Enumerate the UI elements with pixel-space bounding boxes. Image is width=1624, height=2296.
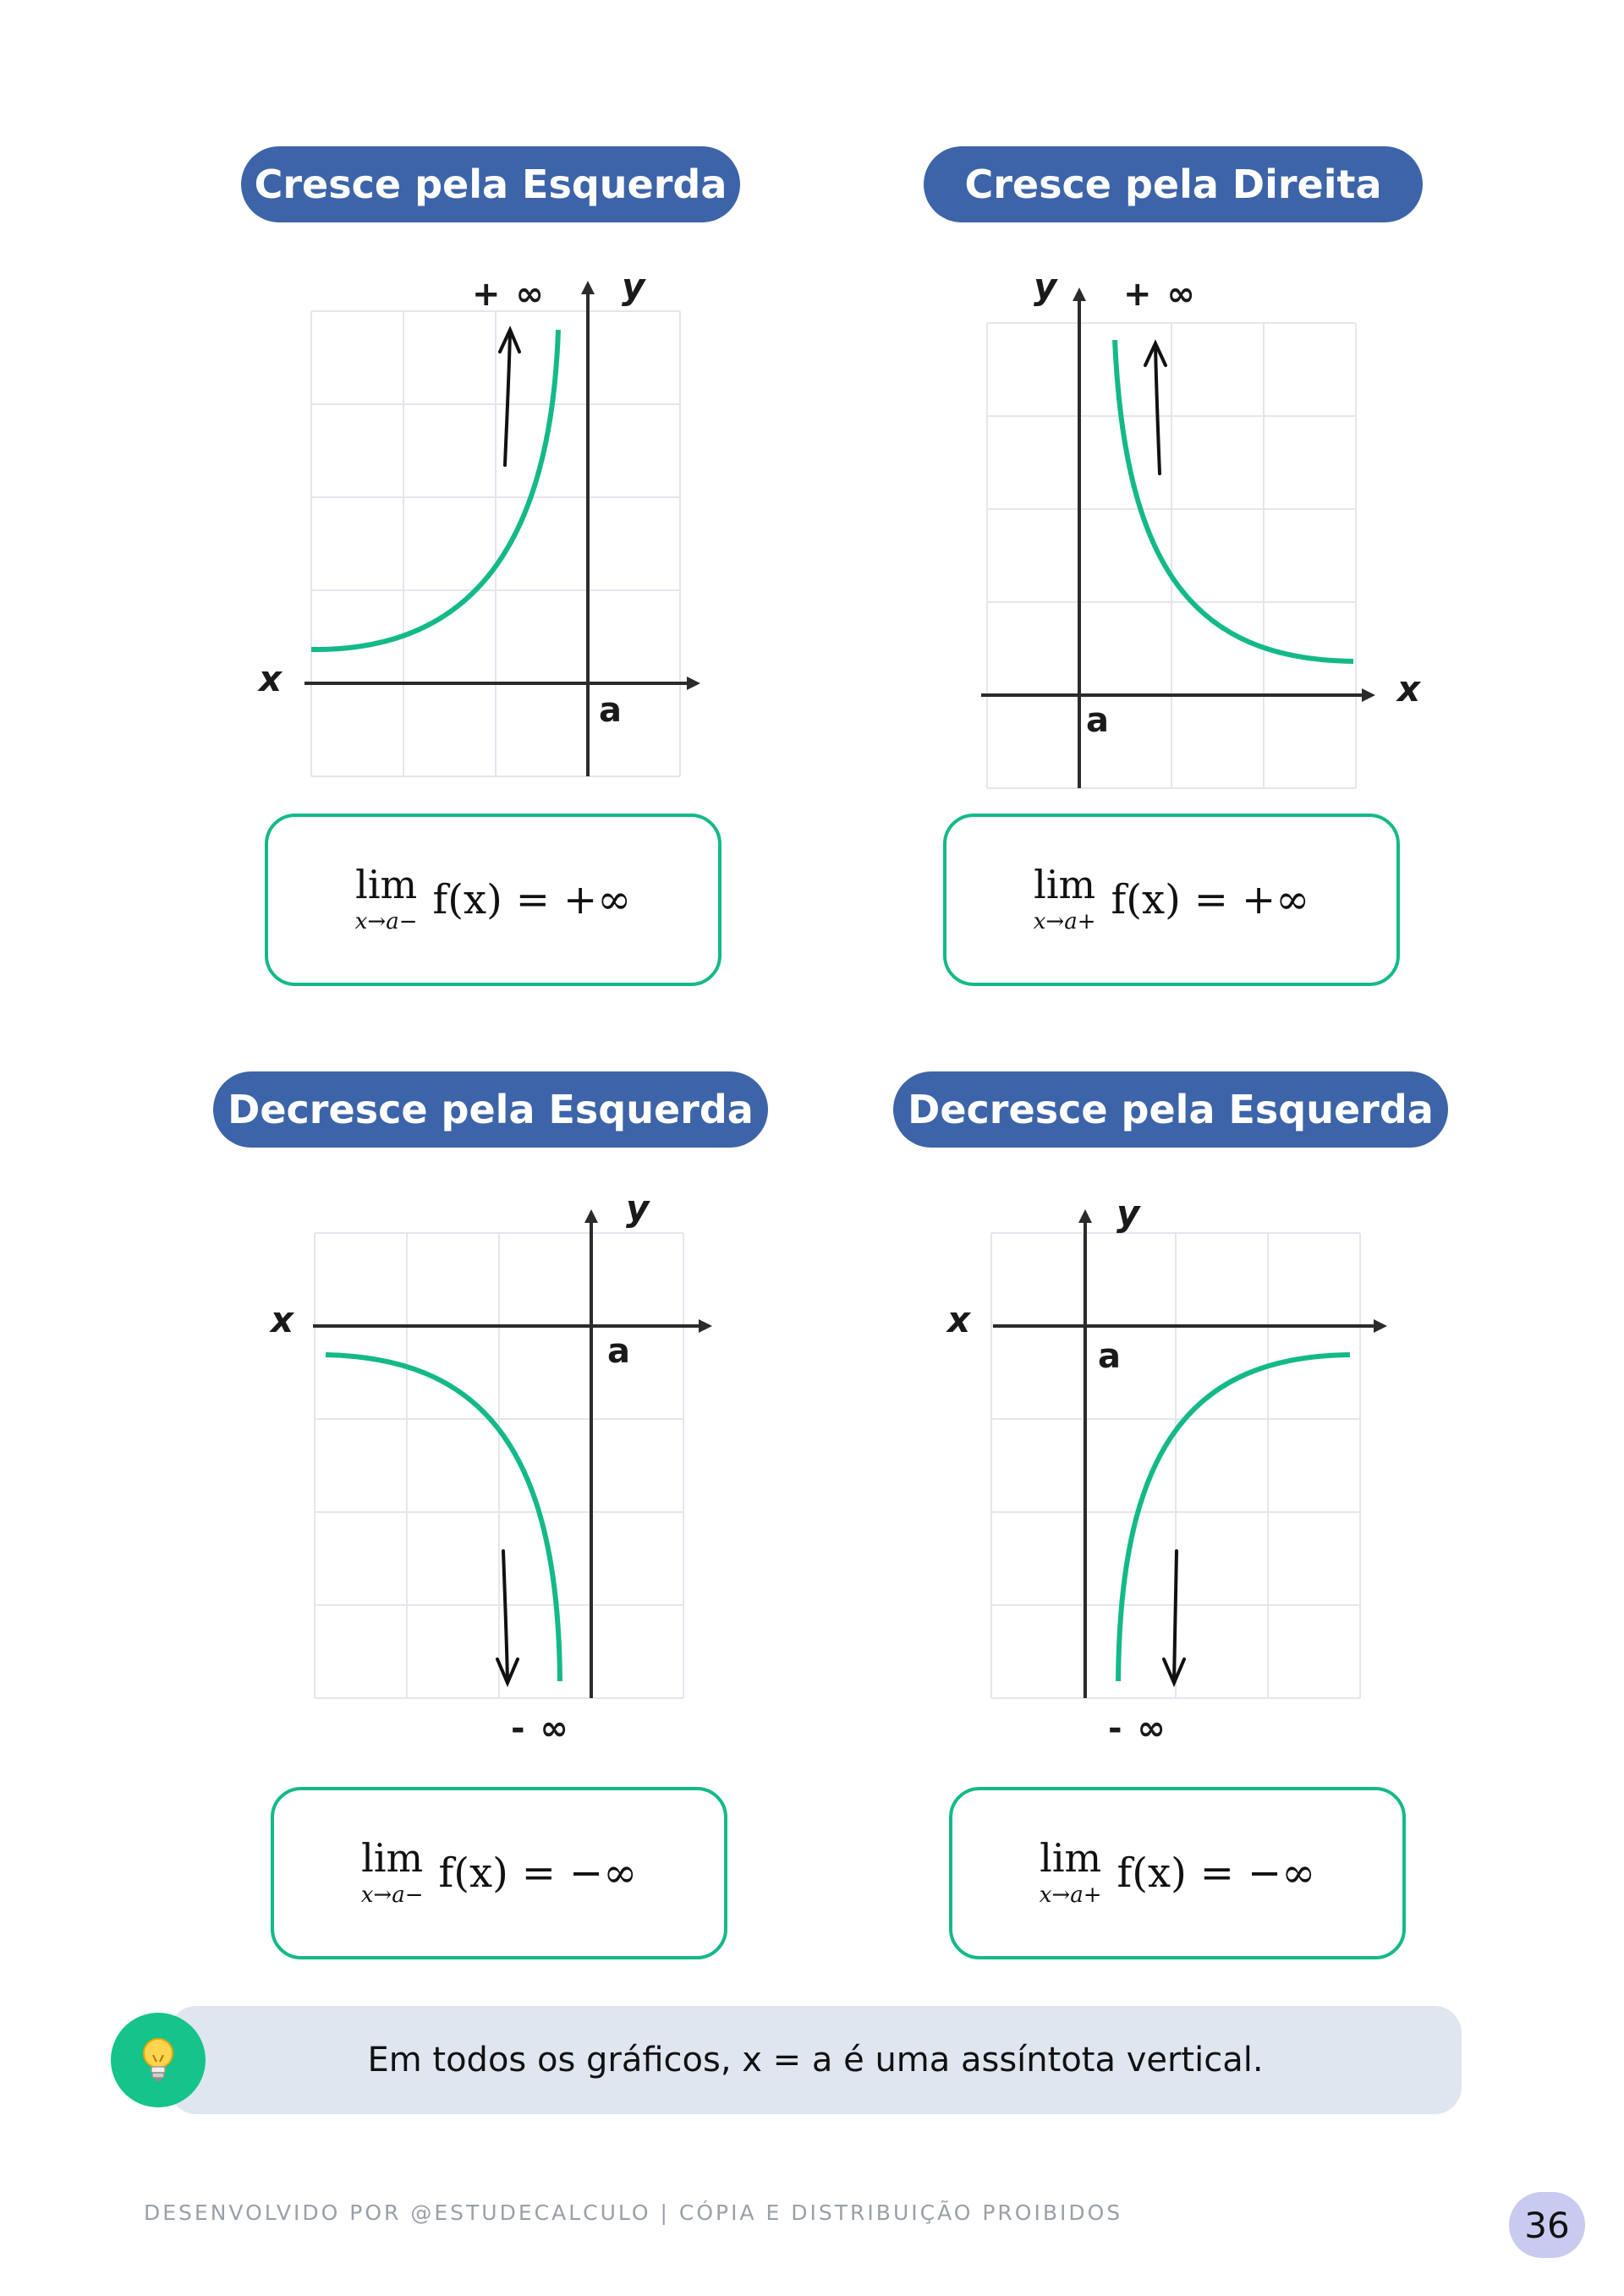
limit-formula	[1033, 862, 1310, 934]
panel-1-infinity-label: + ∞	[472, 275, 546, 314]
tip-bar	[169, 2006, 1462, 2114]
panel-3-formula-box	[271, 1787, 727, 1959]
lim-word: lim	[1040, 1835, 1102, 1881]
tip-badge	[111, 2013, 206, 2107]
panel-3-title: Decresce pela Esquerda	[213, 1071, 768, 1148]
panel-2-infinity-label: + ∞	[1123, 275, 1197, 314]
down-arrow-icon	[1164, 1551, 1184, 1683]
up-arrow-icon	[500, 330, 519, 465]
footer-copyright: DESENVOLVIDO POR @ESTUDECALCULO | CÓPIA E DISTRIBUIÇÃO PROIBIDOS	[144, 2200, 1123, 2225]
panel-4-title: Decresce pela Esquerda	[893, 1071, 1448, 1148]
panel-2-a-label: a	[1086, 701, 1109, 740]
panel-4-infinity-label: - ∞	[1108, 1709, 1167, 1748]
function-curve	[311, 330, 558, 649]
panel-2-title: Cresce pela Direita	[924, 146, 1423, 222]
lim-subscript: x→a+	[1039, 1882, 1102, 1908]
lim-word: lim	[1034, 862, 1096, 907]
lim-subscript: x→a−	[354, 909, 418, 934]
limit-result: +∞	[563, 876, 632, 923]
function-expr: f(x)	[1111, 876, 1181, 923]
lightbulb-icon	[133, 2033, 184, 2087]
page-number-badge	[1509, 2192, 1585, 2258]
panel-3-x-label: x	[271, 1299, 294, 1340]
panel-2-graph	[964, 266, 1438, 795]
function-curve	[1118, 1355, 1350, 1681]
function-curve	[1115, 340, 1353, 661]
limit-formula	[1039, 1835, 1316, 1908]
limit-result: +∞	[1242, 876, 1310, 923]
limit-result: −∞	[1248, 1849, 1316, 1897]
equals-sign: =	[521, 1849, 557, 1897]
equals-sign: =	[515, 876, 551, 923]
equals-sign: =	[1199, 1849, 1235, 1897]
panel-1-a-label: a	[599, 691, 622, 730]
panel-1-y-label: y	[622, 266, 645, 307]
tip-text: Em todos os gráficos, x = a é uma assíntota vertical.	[367, 2041, 1264, 2080]
lim-subscript: x→a+	[1033, 909, 1096, 934]
panel-4-a-label: a	[1098, 1337, 1121, 1376]
limit-formula	[360, 1835, 638, 1908]
panel-2-y-label: y	[1034, 266, 1057, 307]
panel-4-graph	[939, 1192, 1413, 1717]
limit-result: −∞	[569, 1849, 638, 1897]
panel-1-title: Cresce pela Esquerda	[241, 146, 740, 222]
lim-word: lim	[361, 1835, 424, 1881]
panel-3-graph	[262, 1187, 736, 1717]
panel-1-formula-box	[265, 814, 721, 986]
panel-2-formula-box	[943, 814, 1400, 986]
equals-sign: =	[1193, 876, 1229, 923]
up-arrow-icon	[1145, 343, 1166, 474]
panel-2-x-label: x	[1397, 668, 1421, 710]
panel-4-y-label: y	[1116, 1192, 1140, 1234]
panel-1-x-label: x	[259, 658, 283, 699]
function-expr: f(x)	[1116, 1849, 1187, 1897]
function-expr: f(x)	[438, 1849, 508, 1897]
lim-word: lim	[355, 862, 418, 907]
function-expr: f(x)	[432, 876, 502, 923]
panel-3-y-label: y	[626, 1187, 650, 1229]
down-arrow-icon	[497, 1551, 518, 1683]
panel-4-x-label: x	[947, 1299, 971, 1340]
function-curve	[326, 1355, 560, 1681]
panel-3-infinity-label: - ∞	[511, 1709, 570, 1748]
panel-4-formula-box	[949, 1787, 1406, 1959]
limit-formula	[354, 862, 632, 934]
page-number: 36	[1524, 2204, 1570, 2246]
panel-3-a-label: a	[607, 1332, 630, 1371]
panel-1-graph	[254, 266, 727, 795]
lim-subscript: x→a−	[360, 1882, 424, 1908]
